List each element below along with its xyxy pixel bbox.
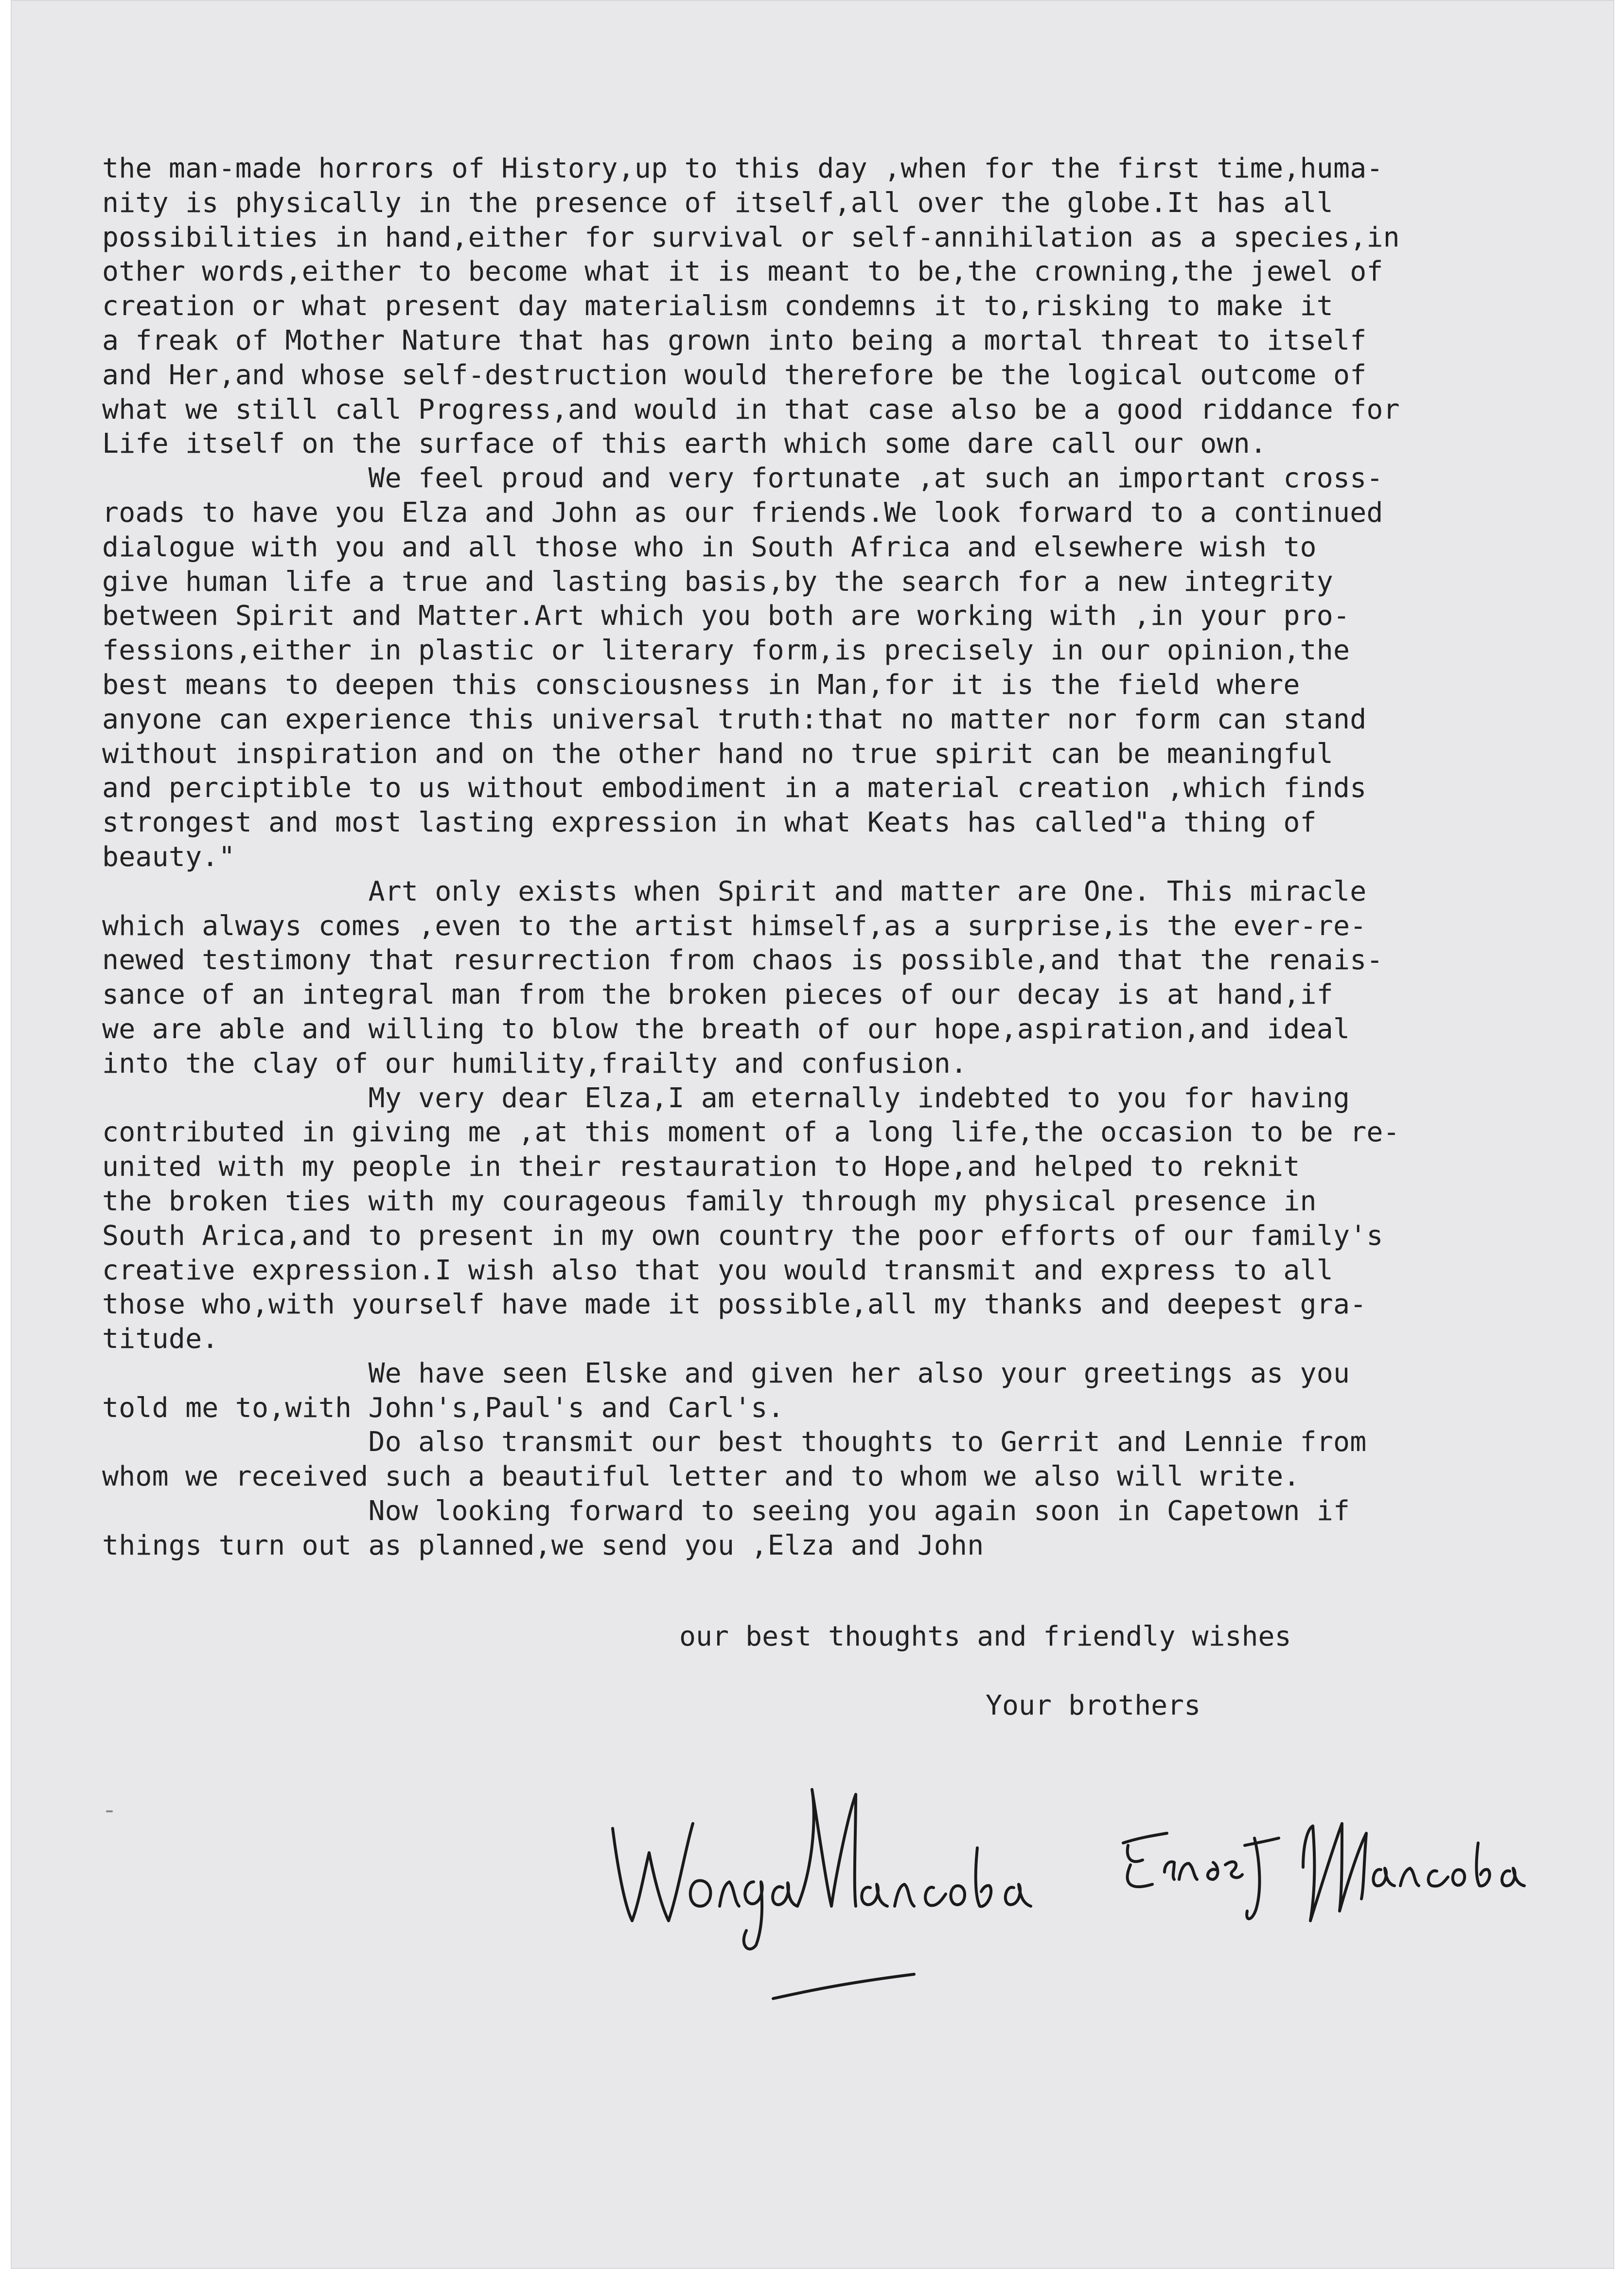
closing-salutation: Your brothers: [986, 1690, 1201, 1721]
closing-wishes: our best thoughts and friendly wishes: [679, 1621, 1291, 1652]
letter-line: My very dear Elza,I am eternally indebted to you for having: [102, 1082, 1350, 1114]
letter-line: other words,either to become what it is meant to be,the crowning,the jewel of: [102, 256, 1383, 288]
letter-line: things turn out as planned,we send you ,Elza and John: [102, 1529, 984, 1561]
signature-mancoba-1: [797, 1789, 1031, 1906]
signature-mancoba-2: [1303, 1824, 1524, 1921]
letter-line: what we still call Progress,and would in that case also be a good riddance for: [102, 393, 1400, 425]
letter-line: we are able and willing to blow the breath of our hope,aspiration,and ideal: [102, 1013, 1350, 1045]
letter-line: creation or what present day materialism condemns it to,risking to make it: [102, 290, 1333, 322]
letter-line: newed testimony that resurrection from chaos is possible,and that the renais-: [102, 944, 1383, 976]
stray-mark: [106, 1810, 113, 1812]
letter-line: creative expression.I wish also that you would transmit and express to all: [102, 1254, 1333, 1286]
letter-line: united with my people in their restauration to Hope,and helped to reknit: [102, 1151, 1300, 1183]
letter-body: [102, 152, 1580, 1563]
letter-line: possibilities in hand,either for survival or self-annihilation as a species,in: [102, 221, 1400, 253]
letter-line: anyone can experience this universal truth:that no matter nor form can stand: [102, 703, 1367, 735]
letter-line: between Spirit and Matter.Art which you both are working with ,in your pro-: [102, 600, 1350, 632]
letter-line: nity is physically in the presence of itself,all over the globe.It has all: [102, 187, 1333, 219]
letter-line: dialogue with you and all those who in South Africa and elsewhere wish to: [102, 531, 1317, 563]
letter-line: We feel proud and very fortunate ,at such an important cross-: [102, 462, 1383, 495]
letter-line: beauty.": [102, 841, 235, 873]
letter-line: the broken ties with my courageous family through my physical presence in: [102, 1185, 1317, 1217]
letter-line: into the clay of our humility,frailty and confusion.: [102, 1047, 968, 1080]
letter-line: those who,with yourself have made it possible,all my thanks and deepest gra-: [102, 1289, 1367, 1321]
letter-line: sance of an integral man from the broken pieces of our decay is at hand,if: [102, 979, 1333, 1011]
letter-line: a freak of Mother Nature that has grown into being a mortal threat to itself: [102, 324, 1367, 356]
letter-line: told me to,with John's,Paul's and Carl's.: [102, 1392, 784, 1424]
letter-line: Art only exists when Spirit and matter are One. This miracle: [102, 875, 1367, 907]
letter-line: the man-made horrors of History,up to this day ,when for the first time,huma-: [102, 153, 1383, 184]
letter-line: and Her,and whose self-destruction would therefore be the logical outcome of: [102, 359, 1367, 391]
letter-line: and perciptible to us without embodiment in a material creation ,which finds: [102, 772, 1367, 804]
signature-wonga: [613, 1824, 797, 1949]
letter-line: give human life a true and lasting basis,by the search for a new integrity: [102, 566, 1333, 598]
signature-ernest: [1123, 1833, 1279, 1919]
letter-line: fessions,either in plastic or literary form,is precisely in our opinion,the: [102, 635, 1350, 667]
page-bottom-margin: [0, 2269, 1624, 2284]
letter-line: South Arica,and to present in my own country the poor efforts of our family's: [102, 1220, 1383, 1252]
signatures-svg: [583, 1760, 1605, 2003]
signature-underline: [773, 1974, 914, 1999]
letter-line: roads to have you Elza and John as our friends.We look forward to a continued: [102, 496, 1383, 529]
letter-line: We have seen Elske and given her also your greetings as you: [102, 1357, 1350, 1389]
letter-line: which always comes ,even to the artist himself,as a surprise,is the ever-re-: [102, 910, 1367, 942]
letter-line: best means to deepen this consciousness in Man,for it is the field where: [102, 669, 1300, 701]
letter-line: titude.: [102, 1323, 219, 1355]
letter-line: strongest and most lasting expression in what Keats has called"a thing of: [102, 807, 1317, 839]
letter-line: contributed in giving me ,at this moment of a long life,the occasion to be re-: [102, 1116, 1400, 1149]
letter-line: whom we received such a beautiful letter and to whom we also will write.: [102, 1461, 1300, 1493]
letter-line: Now looking forward to seeing you again soon in Capetown if: [102, 1495, 1350, 1527]
letter-line: Life itself on the surface of this earth which some dare call our own.: [102, 428, 1267, 460]
letter-line: Do also transmit our best thoughts to Gerrit and Lennie from: [102, 1426, 1367, 1458]
letter-line: without inspiration and on the other hand no true spirit can be meaningful: [102, 738, 1333, 770]
handwritten-signatures: [583, 1760, 1605, 2003]
